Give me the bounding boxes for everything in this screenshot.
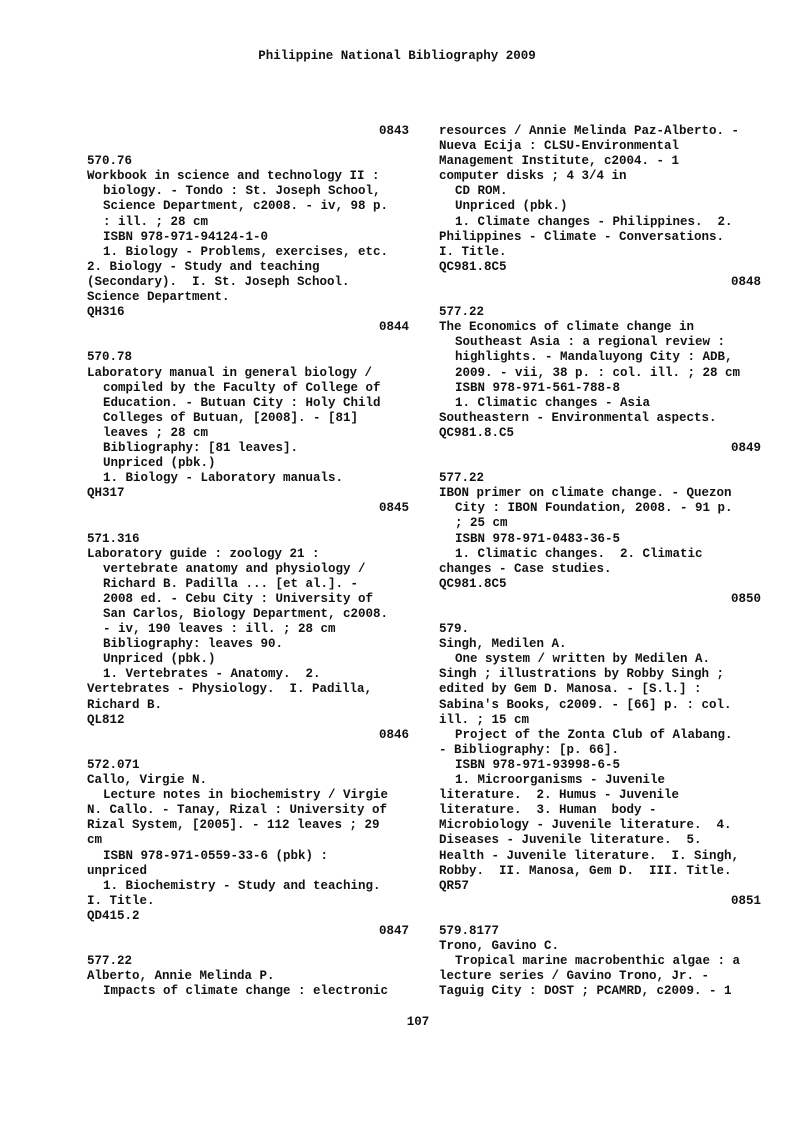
bibliography-line: literature. 3. Human body - bbox=[439, 803, 657, 818]
bibliography-line: San Carlos, Biology Department, c2008. bbox=[103, 607, 389, 621]
bibliography-line: Diseases - Juvenile literature. 5. bbox=[439, 833, 702, 848]
bibliography-line: Workbook in science and technology II : bbox=[87, 169, 380, 184]
page-number: 107 bbox=[406, 1015, 430, 1029]
bibliography-line: 577.22 bbox=[439, 305, 485, 320]
bibliography-line: QC981.8C5 bbox=[439, 576, 507, 591]
entry-number: 0845 bbox=[378, 501, 409, 516]
entry-number: 0843 bbox=[378, 124, 409, 138]
bibliography-line bbox=[87, 335, 409, 350]
bibliography-line: 1. Biology - Problems, exercises, etc. bbox=[103, 244, 389, 259]
bibliography-line: Sabina's Books, c2009. - [66] p. : col. bbox=[439, 697, 732, 712]
bibliography-line: 1. Vertebrates - Anatomy. 2. bbox=[103, 667, 321, 682]
bibliography-line: 577.22 bbox=[439, 471, 485, 486]
bibliography-line: 577.22 bbox=[87, 954, 133, 969]
bibliography-line: cm bbox=[87, 833, 103, 848]
bibliography-line: Management Institute, c2004. - 1 bbox=[439, 154, 680, 169]
bibliography-line: CD ROM. bbox=[455, 184, 508, 199]
bibliography-line: Robby. II. Manosa, Gem D. III. Title. bbox=[439, 863, 732, 878]
entry-number: 0847 bbox=[378, 923, 409, 938]
bibliography-line bbox=[439, 456, 761, 471]
bibliography-line: ; 25 cm bbox=[455, 516, 508, 531]
bibliography-line: unpriced bbox=[87, 863, 148, 878]
bibliography-line: Richard B. Padilla ... [et al.]. - bbox=[103, 576, 359, 591]
bibliography-line: Health - Juvenile literature. I. Singh, bbox=[439, 848, 740, 863]
bibliography-line: ISBN 978-971-93998-6-5 bbox=[455, 757, 621, 772]
entry-number: 0844 bbox=[378, 320, 409, 335]
bibliography-line: 2008 ed. - Cebu City : University of bbox=[103, 591, 374, 606]
bibliography-line bbox=[87, 516, 409, 531]
bibliography-line: 2. Biology - Study and teaching bbox=[87, 259, 320, 274]
bibliography-line: changes - Case studies. bbox=[439, 561, 612, 576]
bibliography-line: compiled by the Faculty of College of bbox=[103, 380, 381, 395]
bibliography-line: Lecture notes in biochemistry / Virgie bbox=[103, 788, 389, 803]
bibliography-line: (Secondary). I. St. Joseph School. bbox=[87, 274, 350, 289]
bibliography-line: Microbiology - Juvenile literature. 4. bbox=[439, 818, 732, 833]
bibliography-line: QD415.2 bbox=[87, 908, 140, 923]
bibliography-line: 570.76 bbox=[87, 154, 133, 169]
bibliography-line: Tropical marine macrobenthic algae : a bbox=[455, 954, 741, 969]
bibliography-line: City : IBON Foundation, 2008. - 91 p. bbox=[455, 501, 733, 516]
bibliography-line: IBON primer on climate change. - Quezon bbox=[439, 486, 732, 501]
bibliography-line: - iv, 190 leaves : ill. ; 28 cm bbox=[103, 622, 336, 637]
bibliography-line: Unpriced (pbk.) bbox=[103, 456, 216, 471]
bibliography-line: 1. Biochemistry - Study and teaching. bbox=[103, 878, 381, 893]
bibliography-line: 570.78 bbox=[87, 350, 133, 365]
bibliography-line: Singh, Medilen A. bbox=[439, 637, 567, 652]
bibliography-line: highlights. - Mandaluyong City : ADB, bbox=[455, 350, 733, 365]
bibliography-line: QR57 bbox=[439, 878, 470, 893]
bibliography-line: N. Callo. - Tanay, Rizal : University of bbox=[87, 803, 388, 818]
bibliography-line: Laboratory manual in general biology / bbox=[87, 365, 373, 380]
bibliography-line bbox=[87, 139, 409, 154]
bibliography-line: Taguig City : DOST ; PCAMRD, c2009. - 1 bbox=[439, 984, 732, 999]
bibliography-line: One system / written by Medilen A. bbox=[455, 652, 711, 667]
bibliography-line: Richard B. bbox=[87, 697, 163, 712]
bibliography-line: 1. Climatic changes. 2. Climatic bbox=[455, 546, 703, 561]
bibliography-line: Alberto, Annie Melinda P. bbox=[87, 969, 275, 984]
bibliography-line: Vertebrates - Physiology. I. Padilla, bbox=[87, 682, 373, 697]
bibliography-line: - Bibliography: [p. 66]. bbox=[439, 742, 620, 757]
bibliography-line: biology. - Tondo : St. Joseph School, bbox=[103, 184, 381, 199]
bibliography-line bbox=[439, 290, 761, 305]
bibliography-line: 572.071 bbox=[87, 757, 140, 772]
bibliography-line: ISBN 978-971-0483-36-5 bbox=[455, 531, 621, 546]
bibliography-line: leaves ; 28 cm bbox=[103, 425, 209, 440]
bibliography-line: 1. Climatic changes - Asia bbox=[455, 395, 651, 410]
bibliography-line: Callo, Virgie N. bbox=[87, 773, 208, 788]
bibliography-line: Nueva Ecija : CLSU-Environmental bbox=[439, 139, 680, 154]
bibliography-line: Project of the Zonta Club of Alabang. bbox=[455, 727, 733, 742]
bibliography-line: Philippines - Climate - Conversations. bbox=[439, 229, 725, 244]
bibliography-line bbox=[87, 939, 409, 954]
bibliography-line: Trono, Gavino C. bbox=[439, 939, 560, 954]
bibliography-line: vertebrate anatomy and physiology / bbox=[103, 561, 366, 576]
bibliography-line: ISBN 978-971-94124-1-0 bbox=[103, 229, 269, 244]
bibliography-line: QC981.8.C5 bbox=[439, 425, 515, 440]
bibliography-line: Southeast Asia : a regional review : bbox=[455, 335, 726, 350]
bibliography-line: Unpriced (pbk.) bbox=[455, 199, 568, 214]
bibliography-line: QL812 bbox=[87, 712, 125, 727]
bibliography-line: ISBN 978-971-561-788-8 bbox=[455, 380, 621, 395]
bibliography-line: Unpriced (pbk.) bbox=[103, 652, 216, 667]
bibliography-line: Bibliography: [81 leaves]. bbox=[103, 440, 299, 455]
bibliography-line: literature. 2. Humus - Juvenile bbox=[439, 788, 680, 803]
bibliography-line: QH316 bbox=[87, 305, 125, 320]
bibliography-line: : ill. ; 28 cm bbox=[103, 214, 209, 229]
bibliography-line: Singh ; illustrations by Robby Singh ; bbox=[439, 667, 725, 682]
entry-number: 0848 bbox=[730, 274, 761, 289]
bibliography-line: edited by Gem D. Manosa. - [S.l.] : bbox=[439, 682, 702, 697]
bibliography-line bbox=[87, 743, 409, 758]
entry-number: 0846 bbox=[378, 727, 409, 742]
bibliography-line: I. Title. bbox=[87, 893, 155, 908]
bibliography-line: Science Department, c2008. - iv, 98 p. bbox=[103, 199, 389, 214]
bibliography-line: ill. ; 15 cm bbox=[439, 712, 530, 727]
bibliography-line: 2009. - vii, 38 p. : col. ill. ; 28 cm bbox=[455, 365, 741, 380]
bibliography-line bbox=[439, 909, 761, 924]
bibliography-line: ISBN 978-971-0559-33-6 (pbk) : bbox=[103, 848, 329, 863]
bibliography-line: Science Department. bbox=[87, 290, 230, 305]
entry-number: 0850 bbox=[730, 591, 761, 606]
bibliography-line bbox=[439, 607, 761, 622]
bibliography-line: computer disks ; 4 3/4 in bbox=[439, 169, 627, 184]
bibliography-line: 571.316 bbox=[87, 531, 140, 546]
bibliography-line: QC981.8C5 bbox=[439, 259, 507, 274]
bibliography-line: The Economics of climate change in bbox=[439, 320, 695, 335]
bibliography-line: resources / Annie Melinda Paz-Alberto. - bbox=[439, 124, 740, 138]
bibliography-line: 579. bbox=[439, 622, 470, 637]
entry-number: 0849 bbox=[730, 440, 761, 455]
bibliography-line: 1. Biology - Laboratory manuals. bbox=[103, 471, 344, 486]
bibliography-line: QH317 bbox=[87, 486, 125, 501]
bibliography-line: 1. Climate changes - Philippines. 2. bbox=[455, 214, 733, 229]
bibliography-line: Colleges of Butuan, [2008]. - [81] bbox=[103, 410, 359, 425]
bibliography-line: Impacts of climate change : electronic bbox=[103, 984, 389, 999]
bibliography-line: Southeastern - Environmental aspects. bbox=[439, 410, 717, 425]
entry-number: 0851 bbox=[730, 893, 761, 908]
left-column bbox=[87, 124, 409, 999]
bibliography-line: Education. - Butuan City : Holy Child bbox=[103, 395, 381, 410]
bibliography-line: Laboratory guide : zoology 21 : bbox=[87, 546, 320, 561]
bibliography-line: I. Title. bbox=[439, 244, 507, 259]
bibliography-line: Rizal System, [2005]. - 112 leaves ; 29 bbox=[87, 818, 380, 833]
page-header: Philippine National Bibliography 2009 bbox=[258, 49, 536, 63]
bibliography-line: 1. Microorganisms - Juvenile bbox=[455, 773, 666, 788]
right-column bbox=[439, 124, 761, 999]
bibliography-line: Bibliography: leaves 90. bbox=[103, 637, 284, 652]
bibliography-line: lecture series / Gavino Trono, Jr. - bbox=[439, 969, 710, 984]
bibliography-line: 579.8177 bbox=[439, 923, 500, 938]
